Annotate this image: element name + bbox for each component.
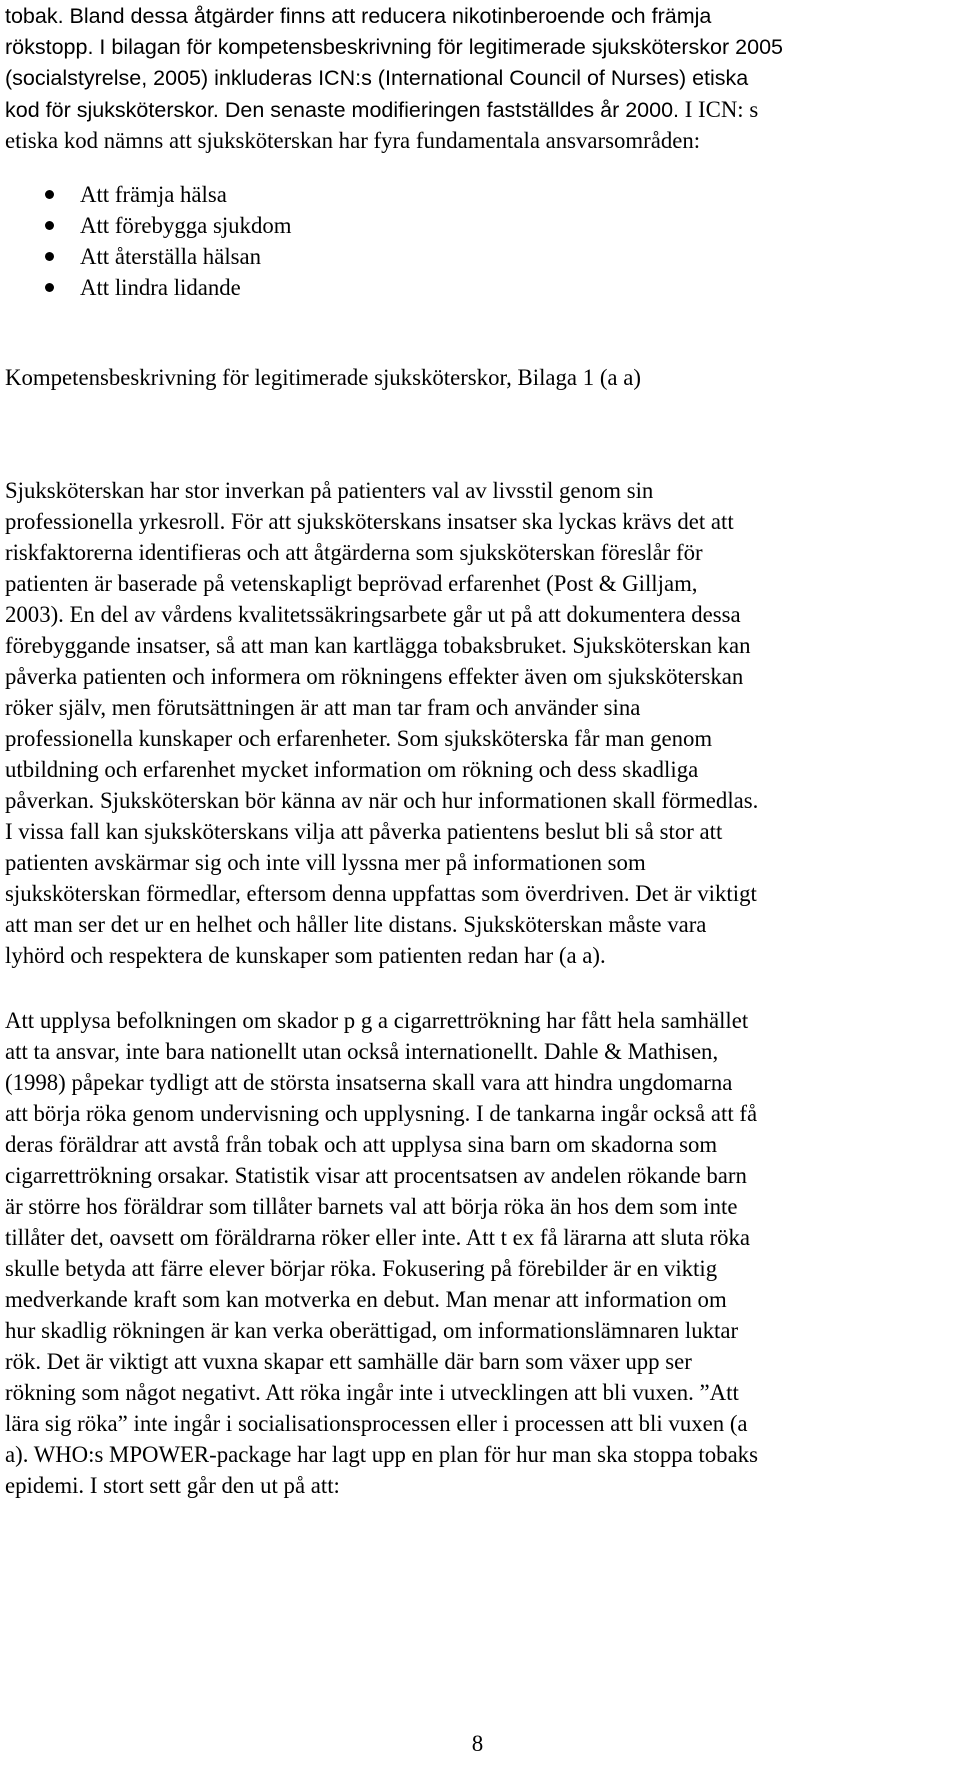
paragraph-1-line-2: rökstopp. I bilagan för kompetensbeskrivning för legitimerade sjuksköterskor 2005 <box>5 35 783 59</box>
paragraph-2-line: sjuksköterskan förmedlar, eftersom denna uppfattas som överdriven. Det är viktigt <box>5 881 757 906</box>
paragraph-3-line: cigarrettrökning orsakar. Statistik visar att procentsatsen av andelen rökande barn <box>5 1163 747 1188</box>
bullet-dot-icon <box>45 190 54 199</box>
paragraph-3-line: medverkande kraft som kan motverka en debut. Man menar att information om <box>5 1287 727 1312</box>
paragraph-3-line: a). WHO:s MPOWER-package har lagt upp en plan för hur man ska stoppa tobaks <box>5 1442 758 1467</box>
bullet-dot-icon <box>45 252 54 261</box>
paragraph-1-line-4-sans: kod för sjuksköterskor. Den senaste modifieringen fastställdes år 2000. <box>5 98 680 122</box>
page-number: 8 <box>471 1731 484 1756</box>
paragraph-1-line-5: etiska kod nämns att sjuksköterskan har fyra fundamentala ansvarsområden: <box>5 128 701 153</box>
bullet-text: Att återställa hälsan <box>80 244 262 269</box>
paragraph-3-line: lära sig röka” inte ingår i socialisationsprocessen eller i processen att bli vuxen (a <box>5 1411 748 1436</box>
bullet-text: Att lindra lidande <box>80 275 241 300</box>
bullet-text: Att främja hälsa <box>80 182 227 207</box>
bullet-text: Att förebygga sjukdom <box>80 213 292 238</box>
paragraph-3-line: tillåter det, oavsett om föräldrarna röker eller inte. Att t ex få lärarna att sluta röka <box>5 1225 751 1250</box>
paragraph-1-line-4-serif: I ICN: s <box>679 97 759 122</box>
paragraph-2-line: förebyggande insatser, så att man kan kartlägga tobaksbruket. Sjuksköterskan kan <box>5 633 751 658</box>
paragraph-3-line: hur skadlig rökningen är kan verka oberättigad, om informationslämnaren luktar <box>5 1318 739 1343</box>
paragraph-3-line: (1998) påpekar tydligt att de största insatserna skall vara att hindra ungdomarna <box>5 1070 733 1095</box>
paragraph-3-line: är större hos föräldrar som tillåter barnets val att börja röka än hos dem som inte <box>5 1194 738 1219</box>
paragraph-2-line: utbildning och erfarenhet mycket information om rökning och dess skadliga <box>5 757 699 782</box>
paragraph-3-line: skulle betyda att färre elever börjar röka. Fokusering på förebilder är en viktig <box>5 1256 718 1281</box>
citation: Kompetensbeskrivning för legitimerade sjuksköterskor, Bilaga 1 (a a) <box>5 365 641 390</box>
paragraph-2-line: lyhörd och respektera de kunskaper som patienten redan har (a a). <box>5 943 606 968</box>
paragraph-3-line: deras föräldrar att avstå från tobak och att upplysa sina barn om skadorna som <box>5 1132 718 1157</box>
paragraph-2-line: professionella yrkesroll. För att sjuksköterskans insatser ska lyckas krävs det att <box>5 509 734 534</box>
paragraph-2-line: I vissa fall kan sjuksköterskans vilja att påverka patientens beslut bli så stor att <box>5 819 723 844</box>
paragraph-1-line-3: (socialstyrelse, 2005) inkluderas ICN:s (International Council of Nurses) etiska <box>5 66 749 90</box>
paragraph-3-line: att börja röka genom undervisning och upplysning. I de tankarna ingår också att få <box>5 1101 758 1126</box>
paragraph-3-line: rök. Det är viktigt att vuxna skapar ett samhälle där barn som växer upp ser <box>5 1349 692 1374</box>
paragraph-3-line: Att upplysa befolkningen om skador p g a cigarrettrökning har fått hela samhället <box>5 1008 749 1033</box>
paragraph-2-line: påverka patienten och informera om rökningens effekter även om sjuksköterskan <box>5 664 744 689</box>
paragraph-3-line: epidemi. I stort sett går den ut på att: <box>5 1473 340 1498</box>
bullet-dot-icon <box>45 283 54 292</box>
paragraph-1-line-1: tobak. Bland dessa åtgärder finns att reducera nikotinberoende och främja <box>5 4 712 28</box>
paragraph-2-line: 2003). En del av vårdens kvalitetssäkringsarbete går ut på att dokumentera dessa <box>5 602 741 627</box>
paragraph-2-line: professionella kunskaper och erfarenheter. Som sjuksköterska får man genom <box>5 726 713 751</box>
paragraph-1-line-4 <box>5 94 758 126</box>
paragraph-2-line: röker själv, men förutsättningen är att man tar fram och använder sina <box>5 695 641 720</box>
paragraph-2-line: Sjuksköterskan har stor inverkan på patienters val av livsstil genom sin <box>5 478 654 503</box>
paragraph-2-line: riskfaktorerna identifieras och att åtgärderna som sjuksköterskan föreslår för <box>5 540 703 565</box>
paragraph-2-line: påverkan. Sjuksköterskan bör känna av när och hur informationen skall förmedlas. <box>5 788 759 813</box>
paragraph-3-line: att ta ansvar, inte bara nationellt utan också internationellt. Dahle & Mathisen, <box>5 1039 719 1064</box>
bullet-dot-icon <box>45 221 54 230</box>
paragraph-2-line: att man ser det ur en helhet och håller lite distans. Sjuksköterskan måste vara <box>5 912 707 937</box>
paragraph-2-line: patienten är baserade på vetenskapligt beprövad erfarenhet (Post & Gilljam, <box>5 571 698 596</box>
paragraph-2-line: patienten avskärmar sig och inte vill lyssna mer på informationen som <box>5 850 646 875</box>
paragraph-3-line: rökning som något negativt. Att röka ingår inte i utvecklingen att bli vuxen. ”Att <box>5 1380 739 1405</box>
document-page <box>5 0 950 1772</box>
